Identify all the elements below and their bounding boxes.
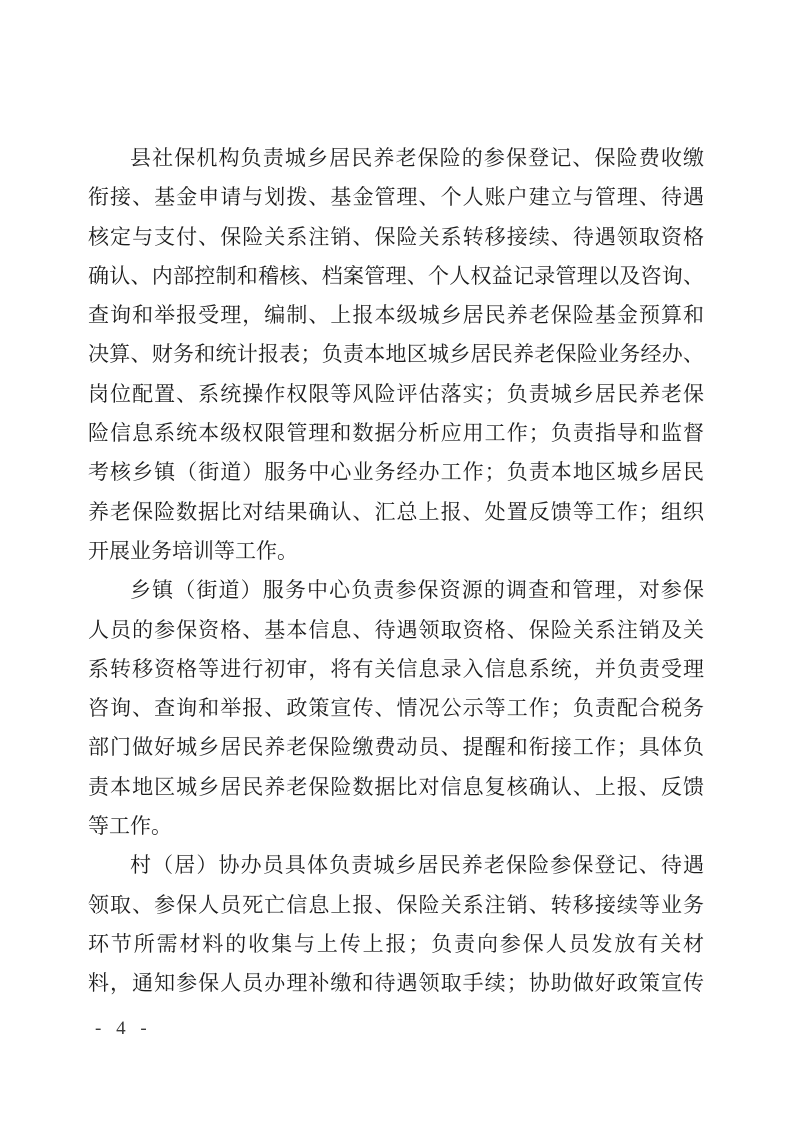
text-line: 考核乡镇（街道）服务中心业务经办工作；负责本地区城乡居民 bbox=[88, 460, 704, 485]
text-line: 险信息系统本级权限管理和数据分析应用工作；负责指导和监督 bbox=[88, 421, 704, 446]
text-line: 等工作。 bbox=[88, 814, 172, 839]
text-line: 岗位配置、系统操作权限等风险评估落实；负责城乡居民养老保 bbox=[88, 381, 704, 406]
text-line: 县社保机构负责城乡居民养老保险的参保登记、保险费收缴 bbox=[130, 146, 704, 170]
text-line: 环节所需材料的收集与上传上报；负责向参保人员发放有关材 bbox=[88, 931, 704, 956]
text-line: 衔接、基金申请与划拨、基金管理、个人账户建立与管理、待遇 bbox=[88, 185, 704, 210]
text-line: 决算、财务和统计报表；负责本地区城乡居民养老保险业务经办、 bbox=[88, 342, 704, 367]
text-line: 咨询、查询和举报、政策宣传、情况公示等工作；负责配合税务 bbox=[88, 696, 704, 721]
text-line: 料，通知参保人员办理补缴和待遇领取手续；协助做好政策宣传 bbox=[88, 971, 704, 996]
text-line: 部门做好城乡居民养老保险缴费动员、提醒和衔接工作；具体负 bbox=[88, 735, 704, 760]
text-line: 领取、参保人员死亡信息上报、保险关系注销、转移接续等业务 bbox=[88, 892, 704, 917]
text-line: 人员的参保资格、基本信息、待遇领取资格、保险关系注销及关 bbox=[88, 617, 704, 642]
text-line: 确认、内部控制和稽核、档案管理、个人权益记录管理以及咨询、 bbox=[88, 263, 704, 288]
text-line: 乡镇（街道）服务中心负责参保资源的调查和管理，对参保 bbox=[130, 578, 704, 603]
text-line: 查询和举报受理，编制、上报本级城乡居民养老保险基金预算和 bbox=[88, 303, 704, 328]
text-line: 系转移资格等进行初审，将有关信息录入信息系统，并负责受理 bbox=[88, 656, 704, 681]
text-line: 村（居）协办员具体负责城乡居民养老保险参保登记、待遇 bbox=[130, 853, 704, 878]
document-body bbox=[88, 139, 704, 1004]
text-line: 开展业务培训等工作。 bbox=[88, 538, 298, 563]
page-number: - 4 - bbox=[95, 1018, 152, 1039]
text-line: 责本地区城乡居民养老保险数据比对信息复核确认、上报、反馈 bbox=[88, 774, 704, 799]
text-line: 养老保险数据比对结果确认、汇总上报、处置反馈等工作；组织 bbox=[88, 499, 704, 524]
text-line: 核定与支付、保险关系注销、保险关系转移接续、待遇领取资格 bbox=[88, 224, 704, 249]
